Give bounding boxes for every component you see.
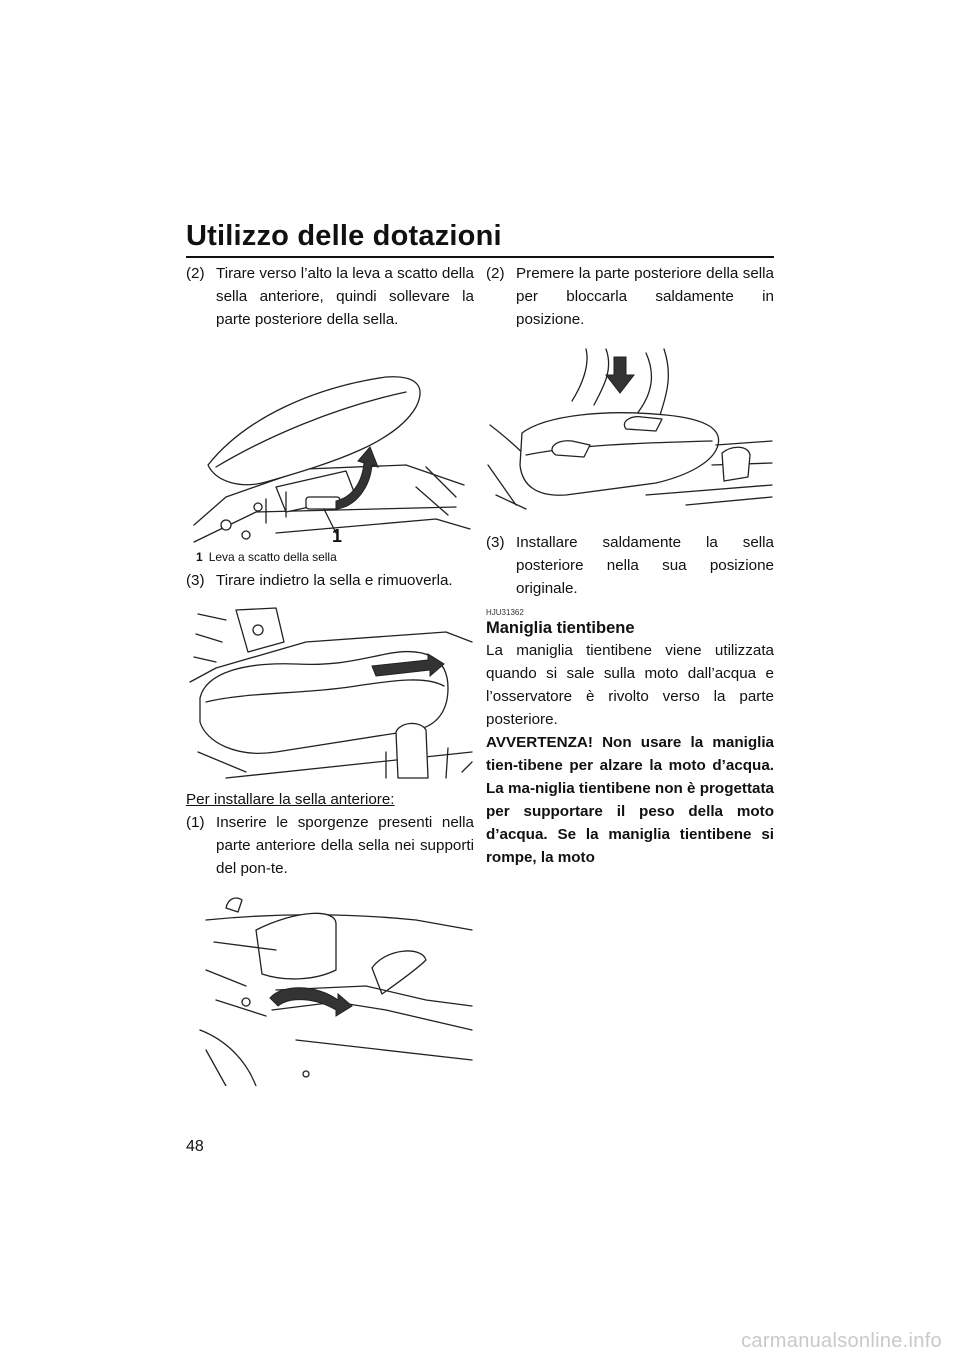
step-text: Premere la parte posteriore della sella per bloccarla saldamente in posizione. [516, 265, 774, 328]
step-number: (3) [186, 572, 205, 589]
watermark: carmanualsonline.info [741, 1330, 942, 1352]
figure-caption [196, 549, 474, 565]
step-insert-seat [186, 811, 474, 880]
step-text: Installare saldamente la sella posteriore nella sua posizione originale. [516, 534, 774, 597]
press-seat-illustration [486, 345, 774, 515]
section-paragraph: La maniglia tientibene viene utilizzata quando si sale sulla moto dall’acqua e l’osservatore è rivolto verso la parte posteriore. [486, 642, 774, 728]
step-install-rear-seat [486, 531, 774, 600]
right-column [486, 262, 774, 869]
install-front-seat-title: Per installare la sella anteriore: [186, 791, 395, 808]
step-remove-seat [186, 569, 474, 592]
pull-seat-illustration [186, 602, 474, 780]
step-number: (1) [186, 814, 205, 831]
page-title: Utilizzo delle dotazioni [186, 220, 502, 252]
left-column [186, 262, 474, 1086]
step-number: (3) [486, 534, 505, 551]
seat-lever-illustration [186, 347, 474, 547]
callout-number: 1 [332, 526, 343, 546]
caption-text: Leva a scatto della sella [208, 550, 337, 564]
figure-press-seat [486, 345, 774, 515]
insert-seat-illustration [186, 890, 474, 1086]
step-number: (2) [486, 265, 505, 282]
step-number: (2) [186, 265, 205, 282]
figure-seat-lock-lever [186, 347, 474, 565]
warning-paragraph: AVVERTENZA! Non usare la maniglia tien-tibene per alzare la moto d’acqua. La ma-niglia tientibene non è progettata per supportare il peso della moto d’acqua. Se la maniglia tientibene si rompe, la moto [486, 734, 774, 866]
title-rule [186, 256, 774, 258]
step-text: Inserire le sporgenze presenti nella parte anteriore della sella nei supporti del pon-te. [216, 814, 474, 877]
section-heading: Maniglia tientibene [486, 619, 635, 637]
step-lift-seat [186, 262, 474, 331]
caption-number: 1 [196, 550, 203, 564]
figure-insert-seat [186, 890, 474, 1086]
page-number: 48 [186, 1138, 204, 1155]
step-press-seat [486, 262, 774, 331]
step-text: Tirare verso l’alto la leva a scatto della sella anteriore, quindi sollevare la parte posteriore della sella. [216, 265, 474, 328]
figure-pull-seat-back [186, 602, 474, 780]
step-text: Tirare indietro la sella e rimuoverla. [216, 572, 453, 589]
section-code: HJU31362 [486, 608, 524, 617]
